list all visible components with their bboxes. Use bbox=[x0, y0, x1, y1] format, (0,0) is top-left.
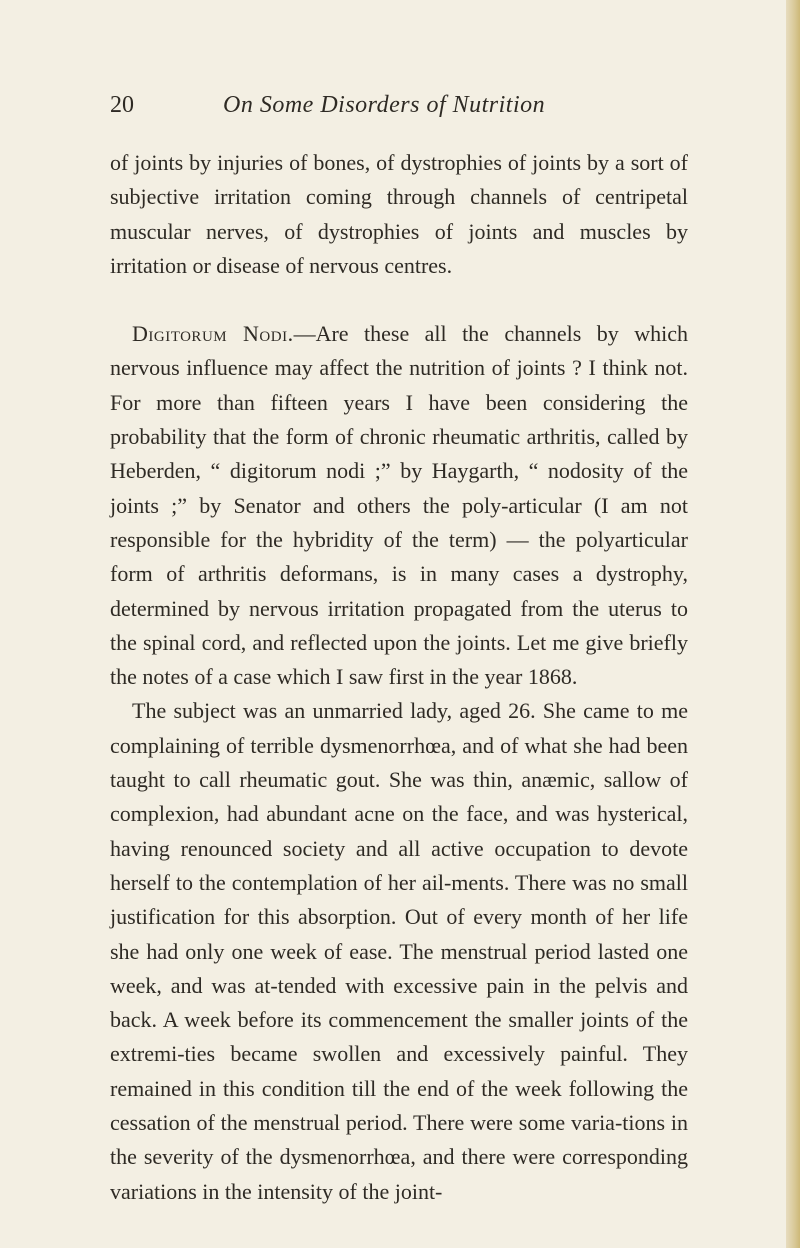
page-header bbox=[110, 92, 690, 132]
page-edge bbox=[786, 0, 800, 1248]
paragraph-1: of joints by injuries of bones, of dystrophies of joints by a sort of subjective irritation coming through channels of centripetal muscular nerves, of dystrophies of joints and muscles by irritation or disease of nervous centres. bbox=[110, 150, 688, 278]
paragraph-2 bbox=[110, 317, 688, 694]
running-title: On Some Disorders of Nutrition bbox=[223, 92, 546, 118]
paragraph-2-body: —Are these all the channels by which nervous influence may affect the nutrition of joints ? I think not. For more than fifteen years I have been considering the probability that the form of chronic rheumatic arthritis, called by Heberden, “ digitorum nodi ;” by Haygarth, “ nodosity of the joints ;” by Senator and others the poly-articular (I am not responsible for the hybridity of the term) — the polyarticular form of arthritis deformans, is in many cases a dystrophy, determined by nervous irritation propagated from the uterus to the spinal cord, and reflected upon the joints. Let me give briefly the notes of a case which I saw first in the year 1868. bbox=[110, 321, 688, 690]
paragraph-3: The subject was an unmarried lady, aged 26. She came to me complaining of terrible dysmenorrhœa, and of what she had been taught to call rheumatic gout. She was thin, anæmic, sallow of complexion, had abundant acne on the face, and was hysterical, having renounced society and all active occupation to devote herself to the contemplation of her ail-ments. There was no small justification for this absorption. Out of every month of her life she had only one week of ease. The menstrual period lasted one week, and was at-tended with excessive pain in the pelvis and back. A week before its commencement the smaller joints of the extremi-ties became swollen and excessively painful. They remained in this condition till the end of the week following the cessation of the menstrual period. There were some varia-tions in the severity of the dysmenorrhœa, and there were corresponding variations in the intensity of the joint- bbox=[110, 698, 688, 1204]
body-text bbox=[110, 146, 688, 1209]
section-heading: Digitorum Nodi. bbox=[132, 321, 294, 347]
page-number: 20 bbox=[110, 92, 134, 118]
